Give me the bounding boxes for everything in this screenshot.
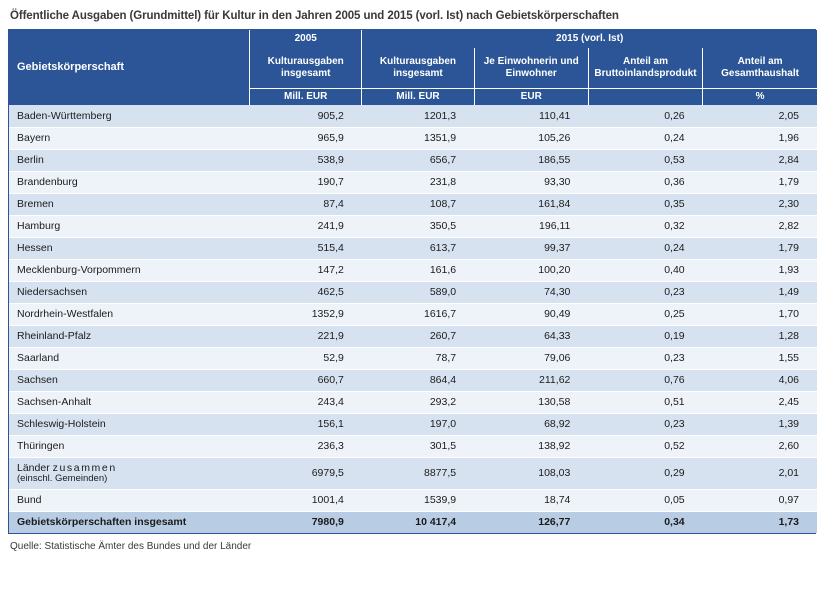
table-row [9,193,817,215]
row-label-subtext: (einschl. Gemeinden) [17,472,108,484]
table-cell: 589,0 [362,281,474,303]
row-label: Niedersachsen [9,281,250,303]
table-cell: 0,36 [588,171,702,193]
table-cell: 1539,9 [362,489,474,511]
header-col-anteil-bip: Anteil am Bruttoinlandsprodukt [588,48,702,88]
row-label: Schleswig-Holstein [9,413,250,435]
table-cell: 1351,9 [362,127,474,149]
table-cell: 1,55 [703,347,817,369]
header-row-groups [9,30,817,48]
table-cell: 87,4 [250,193,362,215]
row-label: Länder zusammen (einschl. Gemeinden) [9,457,250,489]
row-label: Thüringen [9,435,250,457]
table-cell: 1,28 [703,325,817,347]
table-cell: 6979,5 [250,457,362,489]
table-cell: 0,97 [703,489,817,511]
table-cell: 243,4 [250,391,362,413]
table-cell: 52,9 [250,347,362,369]
table-cell: 2,45 [703,391,817,413]
table-cell: 2,30 [703,193,817,215]
table-frame [8,29,816,534]
table-row [9,237,817,259]
table-cell: 108,03 [474,457,588,489]
table-cell: 0,05 [588,489,702,511]
unit-col-4 [588,88,702,105]
total-cell: 0,34 [588,511,702,533]
table-row [9,457,817,489]
table-cell: 211,62 [474,369,588,391]
header-group-2015: 2015 (vorl. Ist) [362,30,817,48]
table-cell: 0,23 [588,281,702,303]
table-cell: 515,4 [250,237,362,259]
table-cell: 462,5 [250,281,362,303]
header-col-kulturausgaben-2005: Kulturausgaben insgesamt [250,48,362,88]
table-cell: 74,30 [474,281,588,303]
table-cell: 0,29 [588,457,702,489]
table-cell: 2,82 [703,215,817,237]
table-row [9,149,817,171]
table-cell: 0,51 [588,391,702,413]
row-label: Nordrhein-Westfalen [9,303,250,325]
table-cell: 0,35 [588,193,702,215]
table-body [9,105,817,533]
unit-col-2: Mill. EUR [362,88,474,105]
table-row [9,259,817,281]
table-cell: 2,60 [703,435,817,457]
table-cell: 99,37 [474,237,588,259]
table-cell: 660,7 [250,369,362,391]
table-cell: 0,23 [588,413,702,435]
table-cell: 0,53 [588,149,702,171]
row-label: Brandenburg [9,171,250,193]
table-cell: 130,58 [474,391,588,413]
header-col-anteil-gesamthaushalt: Anteil am Gesamthaushalt [703,48,817,88]
total-cell: 1,73 [703,511,817,533]
row-label: Sachsen [9,369,250,391]
table-row [9,303,817,325]
total-row-label: Gebietskörperschaften insgesamt [9,511,250,533]
table-cell: 0,24 [588,127,702,149]
table-cell: 293,2 [362,391,474,413]
table-cell: 138,92 [474,435,588,457]
table-row [9,435,817,457]
table-cell: 1,79 [703,237,817,259]
table-cell: 1,39 [703,413,817,435]
table-cell: 656,7 [362,149,474,171]
table-cell: 1201,3 [362,105,474,127]
header-gebietskoerperschaft: Gebietskörperschaft [9,30,250,105]
table-cell: 350,5 [362,215,474,237]
table-cell: 0,52 [588,435,702,457]
table-cell: 0,76 [588,369,702,391]
source-note: Quelle: Statistische Ämter des Bundes und der Länder [10,541,252,552]
table-cell: 1,96 [703,127,817,149]
table-cell: 1,70 [703,303,817,325]
total-cell: 10 417,4 [362,511,474,533]
table-row [9,489,817,511]
table-cell: 64,33 [474,325,588,347]
table-cell: 196,11 [474,215,588,237]
row-label: Bremen [9,193,250,215]
table-cell: 197,0 [362,413,474,435]
header-group-2005: 2005 [250,30,362,48]
table-row [9,347,817,369]
table-cell: 108,7 [362,193,474,215]
row-label: Hessen [9,237,250,259]
table-cell: 1,93 [703,259,817,281]
table-cell: 905,2 [250,105,362,127]
table-cell: 965,9 [250,127,362,149]
table-cell: 1001,4 [250,489,362,511]
table-cell: 79,06 [474,347,588,369]
table-row [9,369,817,391]
table-cell: 4,06 [703,369,817,391]
table-row [9,281,817,303]
table-cell: 147,2 [250,259,362,281]
row-label: Sachsen-Anhalt [9,391,250,413]
table-cell: 231,8 [362,171,474,193]
row-label: Hamburg [9,215,250,237]
row-label: Saarland [9,347,250,369]
table-cell: 156,1 [250,413,362,435]
table-total-row [9,511,817,533]
table-cell: 613,7 [362,237,474,259]
page-title: Öffentliche Ausgaben (Grundmittel) für Kultur in den Jahren 2005 und 2015 (vorl. Ist) nach Gebietskörperschaften [10,10,619,22]
row-label: Berlin [9,149,250,171]
table-cell: 2,05 [703,105,817,127]
unit-col-1: Mill. EUR [250,88,362,105]
table-cell: 0,25 [588,303,702,325]
table-row [9,215,817,237]
table-cell: 0,32 [588,215,702,237]
table-row [9,325,817,347]
total-cell: 126,77 [474,511,588,533]
table-cell: 186,55 [474,149,588,171]
row-label: Mecklenburg-Vorpommern [9,259,250,281]
table-cell: 0,24 [588,237,702,259]
table-cell: 18,74 [474,489,588,511]
table-cell: 93,30 [474,171,588,193]
table-cell: 864,4 [362,369,474,391]
table-cell: 161,84 [474,193,588,215]
table-cell: 1,49 [703,281,817,303]
table-row [9,413,817,435]
table-cell: 2,01 [703,457,817,489]
culture-expenditure-table [9,30,817,533]
table-row [9,127,817,149]
table-cell: 161,6 [362,259,474,281]
table-row [9,171,817,193]
table-cell: 301,5 [362,435,474,457]
table-cell: 2,84 [703,149,817,171]
table-cell: 1352,9 [250,303,362,325]
row-label: Bund [9,489,250,511]
table-row [9,391,817,413]
table-row [9,105,817,127]
table-cell: 241,9 [250,215,362,237]
row-label: Rheinland-Pfalz [9,325,250,347]
unit-col-3: EUR [474,88,588,105]
row-label: Bayern [9,127,250,149]
table-cell: 100,20 [474,259,588,281]
table-cell: 110,41 [474,105,588,127]
table-cell: 90,49 [474,303,588,325]
table-cell: 260,7 [362,325,474,347]
row-label: Baden-Württemberg [9,105,250,127]
table-cell: 1616,7 [362,303,474,325]
table-header [9,30,817,105]
table-cell: 1,79 [703,171,817,193]
table-cell: 236,3 [250,435,362,457]
header-col-kulturausgaben-2015: Kulturausgaben insgesamt [362,48,474,88]
table-cell: 538,9 [250,149,362,171]
header-col-je-einwohner: Je Einwohnerin und Einwohner [474,48,588,88]
table-cell: 0,23 [588,347,702,369]
total-cell: 7980,9 [250,511,362,533]
table-cell: 0,40 [588,259,702,281]
table-cell: 68,92 [474,413,588,435]
table-cell: 105,26 [474,127,588,149]
unit-col-5: % [703,88,817,105]
table-cell: 8877,5 [362,457,474,489]
table-cell: 190,7 [250,171,362,193]
table-cell: 221,9 [250,325,362,347]
table-cell: 0,19 [588,325,702,347]
table-cell: 0,26 [588,105,702,127]
table-cell: 78,7 [362,347,474,369]
